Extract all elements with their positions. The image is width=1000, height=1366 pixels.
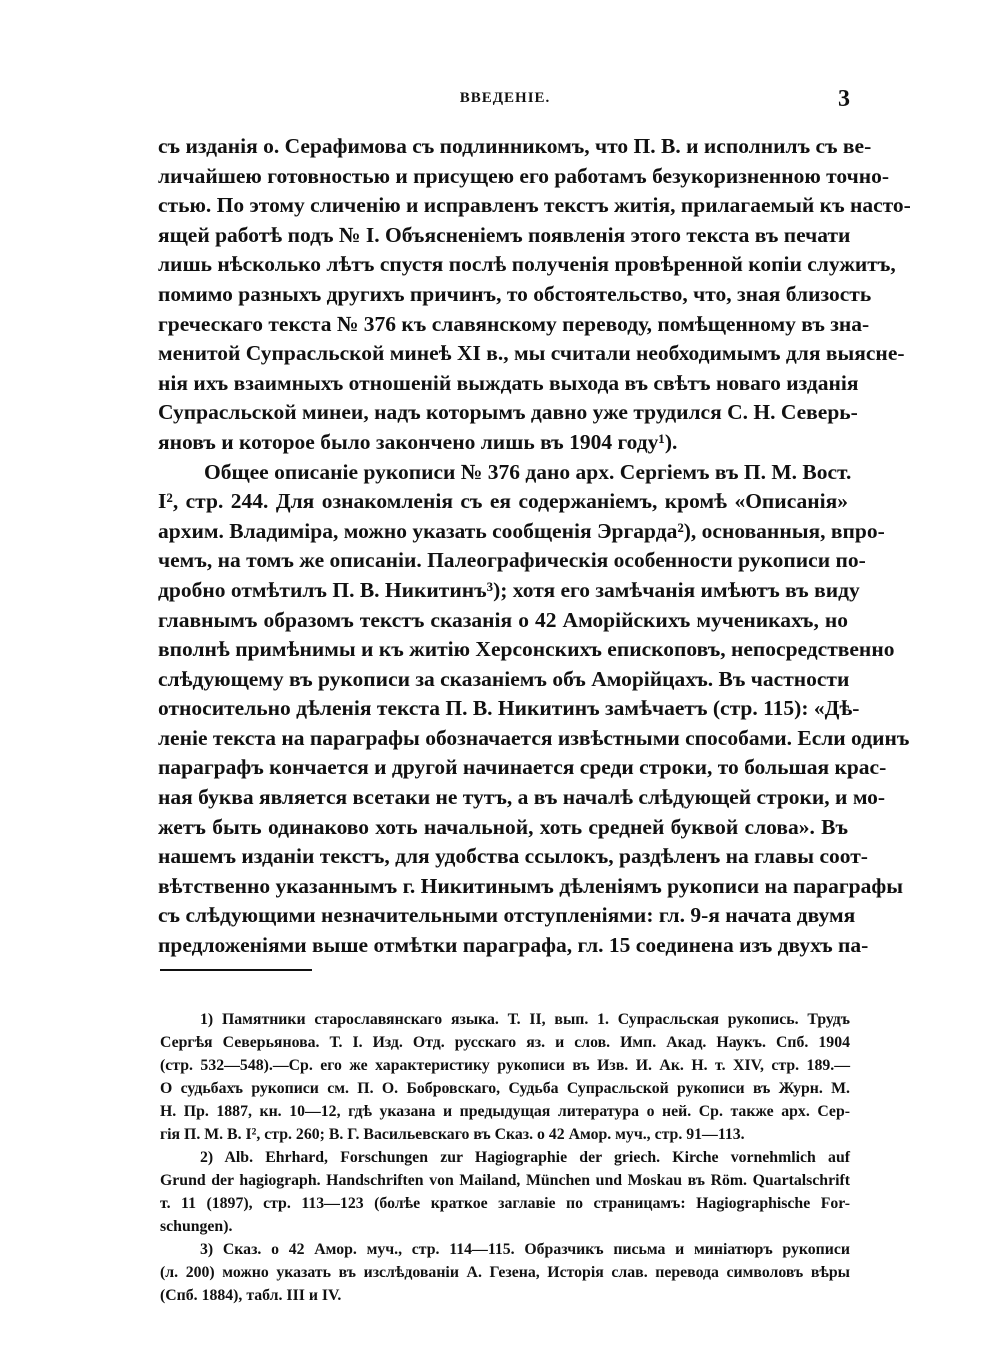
text-line: яновъ и которое было закончено лишь въ 1904 году¹). — [158, 429, 678, 454]
text-line: вполнѣ примѣнимы и къ житію Херсонскихъ епископовъ, непосредственно — [158, 637, 895, 662]
footnote-line: schungen). — [160, 1218, 233, 1235]
text-line: стью. По этому сличенію и исправленъ текстъ житія, прилагаемый къ насто- — [158, 193, 911, 218]
text-line: главнымъ образомъ текстъ сказанія о 42 Аморійскихъ мученикахъ, но — [158, 607, 848, 632]
footnote-line: 3) Сказ. о 42 Амор. муч., стр. 114—115. Образчикъ письма и миніатюръ рукописи — [200, 1241, 850, 1258]
text-line: менитой Супрасльской минеѣ XI в., мы считали необходимымъ для выясне- — [158, 341, 905, 366]
footnote-line: 1) Памятники старославянскаго языка. Т. II, вып. 1. Супрасльская рукопись. Трудъ — [200, 1011, 850, 1028]
footnote-line: (л. 200) можно указать въ изслѣдованіи А. Гезена, Исторія слав. перевода символовъ вѣры — [160, 1264, 850, 1281]
text-line: предложеніями выше отмѣтки параграфа, гл. 15 соединена изъ двухъ па- — [158, 933, 869, 958]
text-line: ящей работѣ подъ № I. Объясненіемъ появленія этого текста въ печати — [158, 222, 851, 247]
footnote-line: (Спб. 1884), табл. III и IV. — [160, 1287, 342, 1304]
text-line: греческаго текста № 376 къ славянскому переводу, помѣщенному въ зна- — [158, 311, 870, 336]
text-line: нашемъ изданіи текстъ, для удобства ссылокъ, раздѣленъ на главы соот- — [158, 844, 868, 869]
text-line: лишь нѣсколько лѣтъ спустя послѣ полученія провѣренной копіи служитъ, — [158, 252, 896, 277]
text-line: архим. Владиміра, можно указать сообщенія Эргарда²), основанныя, впро- — [158, 518, 885, 543]
text-line: I², стр. 244. Для ознакомленія съ ея содержаніемъ, кромѣ «Описанія» — [158, 489, 848, 514]
text-line: Общее описаніе рукописи № 376 дано арх. Сергіемъ въ П. М. Вост. — [204, 459, 852, 484]
text-line: нія ихъ взаимныхъ отношеній выждать выхода въ свѣтъ новаго изданія — [158, 370, 859, 395]
footnotes — [160, 1008, 850, 1307]
footnote-line: 2) Alb. Ehrhard, Forschungen zur Hagiographie der griech. Kirche vornehmlich auf — [200, 1149, 850, 1166]
text-line: съ слѣдующими незначительными отступленіями: гл. 9-я начата двумя — [158, 903, 856, 928]
main-text — [158, 132, 911, 961]
text-line: относительно дѣленія текста П. В. Никитинъ замѣчаетъ (стр. 115): «Дѣ- — [158, 696, 860, 721]
text-line: параграфъ кончается и другой начинается среди строки, то большая крас- — [158, 755, 887, 780]
footnote-line: Grund der hagiograph. Handschriften von Mailand, München und Moskau въ Röm. Quartalschrift — [160, 1172, 850, 1189]
text-line: чемъ, на томъ же описаніи. Палеографическія особенности рукописи по- — [158, 548, 866, 573]
text-line: помимо разныхъ другихъ причинъ, то обстоятельство, что, зная близость — [158, 281, 872, 306]
text-line: слѣдующему въ рукописи за сказаніемъ объ Аморійцахъ. Въ частности — [158, 666, 850, 691]
running-head — [160, 86, 850, 116]
text-line: вѣтственно указаннымъ г. Никитинымъ дѣленіямъ рукописи на параграфы — [158, 873, 903, 898]
text-line: личайшею готовностью и присущею его работамъ безукоризненною точно- — [158, 163, 890, 188]
footnote-line: т. 11 (1897), стр. 113—123 (болѣе краткое заглавіе по страницамъ: Hagiographische For- — [160, 1195, 850, 1212]
text-line: ная буква является всетаки не тутъ, а въ началѣ слѣдующей строки, и мо- — [158, 785, 886, 810]
text-line: Супрасльской минеи, надъ которымъ давно уже трудился С. Н. Северь- — [158, 400, 858, 425]
footnote-line: гія П. М. В. I², стр. 260; В. Г. Васильевскаго въ Сказ. о 42 Амор. муч., стр. 91—113. — [160, 1126, 745, 1143]
footnote-line: О судьбахъ рукописи см. П. О. Бобровскаго, Судьба Супрасльской рукописи въ Журн. М. — [160, 1080, 850, 1097]
footnote-rule — [160, 969, 312, 971]
text-line: леніе текста на параграфы обозначается извѣстными способами. Если одинъ — [158, 725, 910, 750]
text-line: дробно отмѣтилъ П. В. Никитинъ³); хотя его замѣчанія имѣютъ въ виду — [158, 577, 860, 602]
footnote-line: Сергѣя Северьянова. Т. I. Изд. Отд. русскаго яз. и слов. Имп. Акад. Наукъ. Спб. 1904 — [160, 1034, 850, 1051]
running-head-title: ВВЕДЕНІЕ. — [459, 90, 551, 106]
footnote-line: (стр. 532—548).—Ср. его же характеристику рукописи въ Изв. И. Ак. Н. т. XIV, стр. 189.— — [160, 1057, 850, 1074]
text-line: жетъ быть одинаково хоть начальной, хоть средней буквой слова». Въ — [158, 814, 848, 839]
text-line: съ изданія о. Серафимова съ подлинникомъ, что П. В. и исполнилъ съ ве- — [158, 134, 872, 158]
footnote-line: Н. Пр. 1887, кн. 10—12, гдѣ указана и предыдущая литература о ней. Ср. также арх. Сер- — [160, 1103, 850, 1120]
page-number: 3 — [838, 86, 850, 112]
